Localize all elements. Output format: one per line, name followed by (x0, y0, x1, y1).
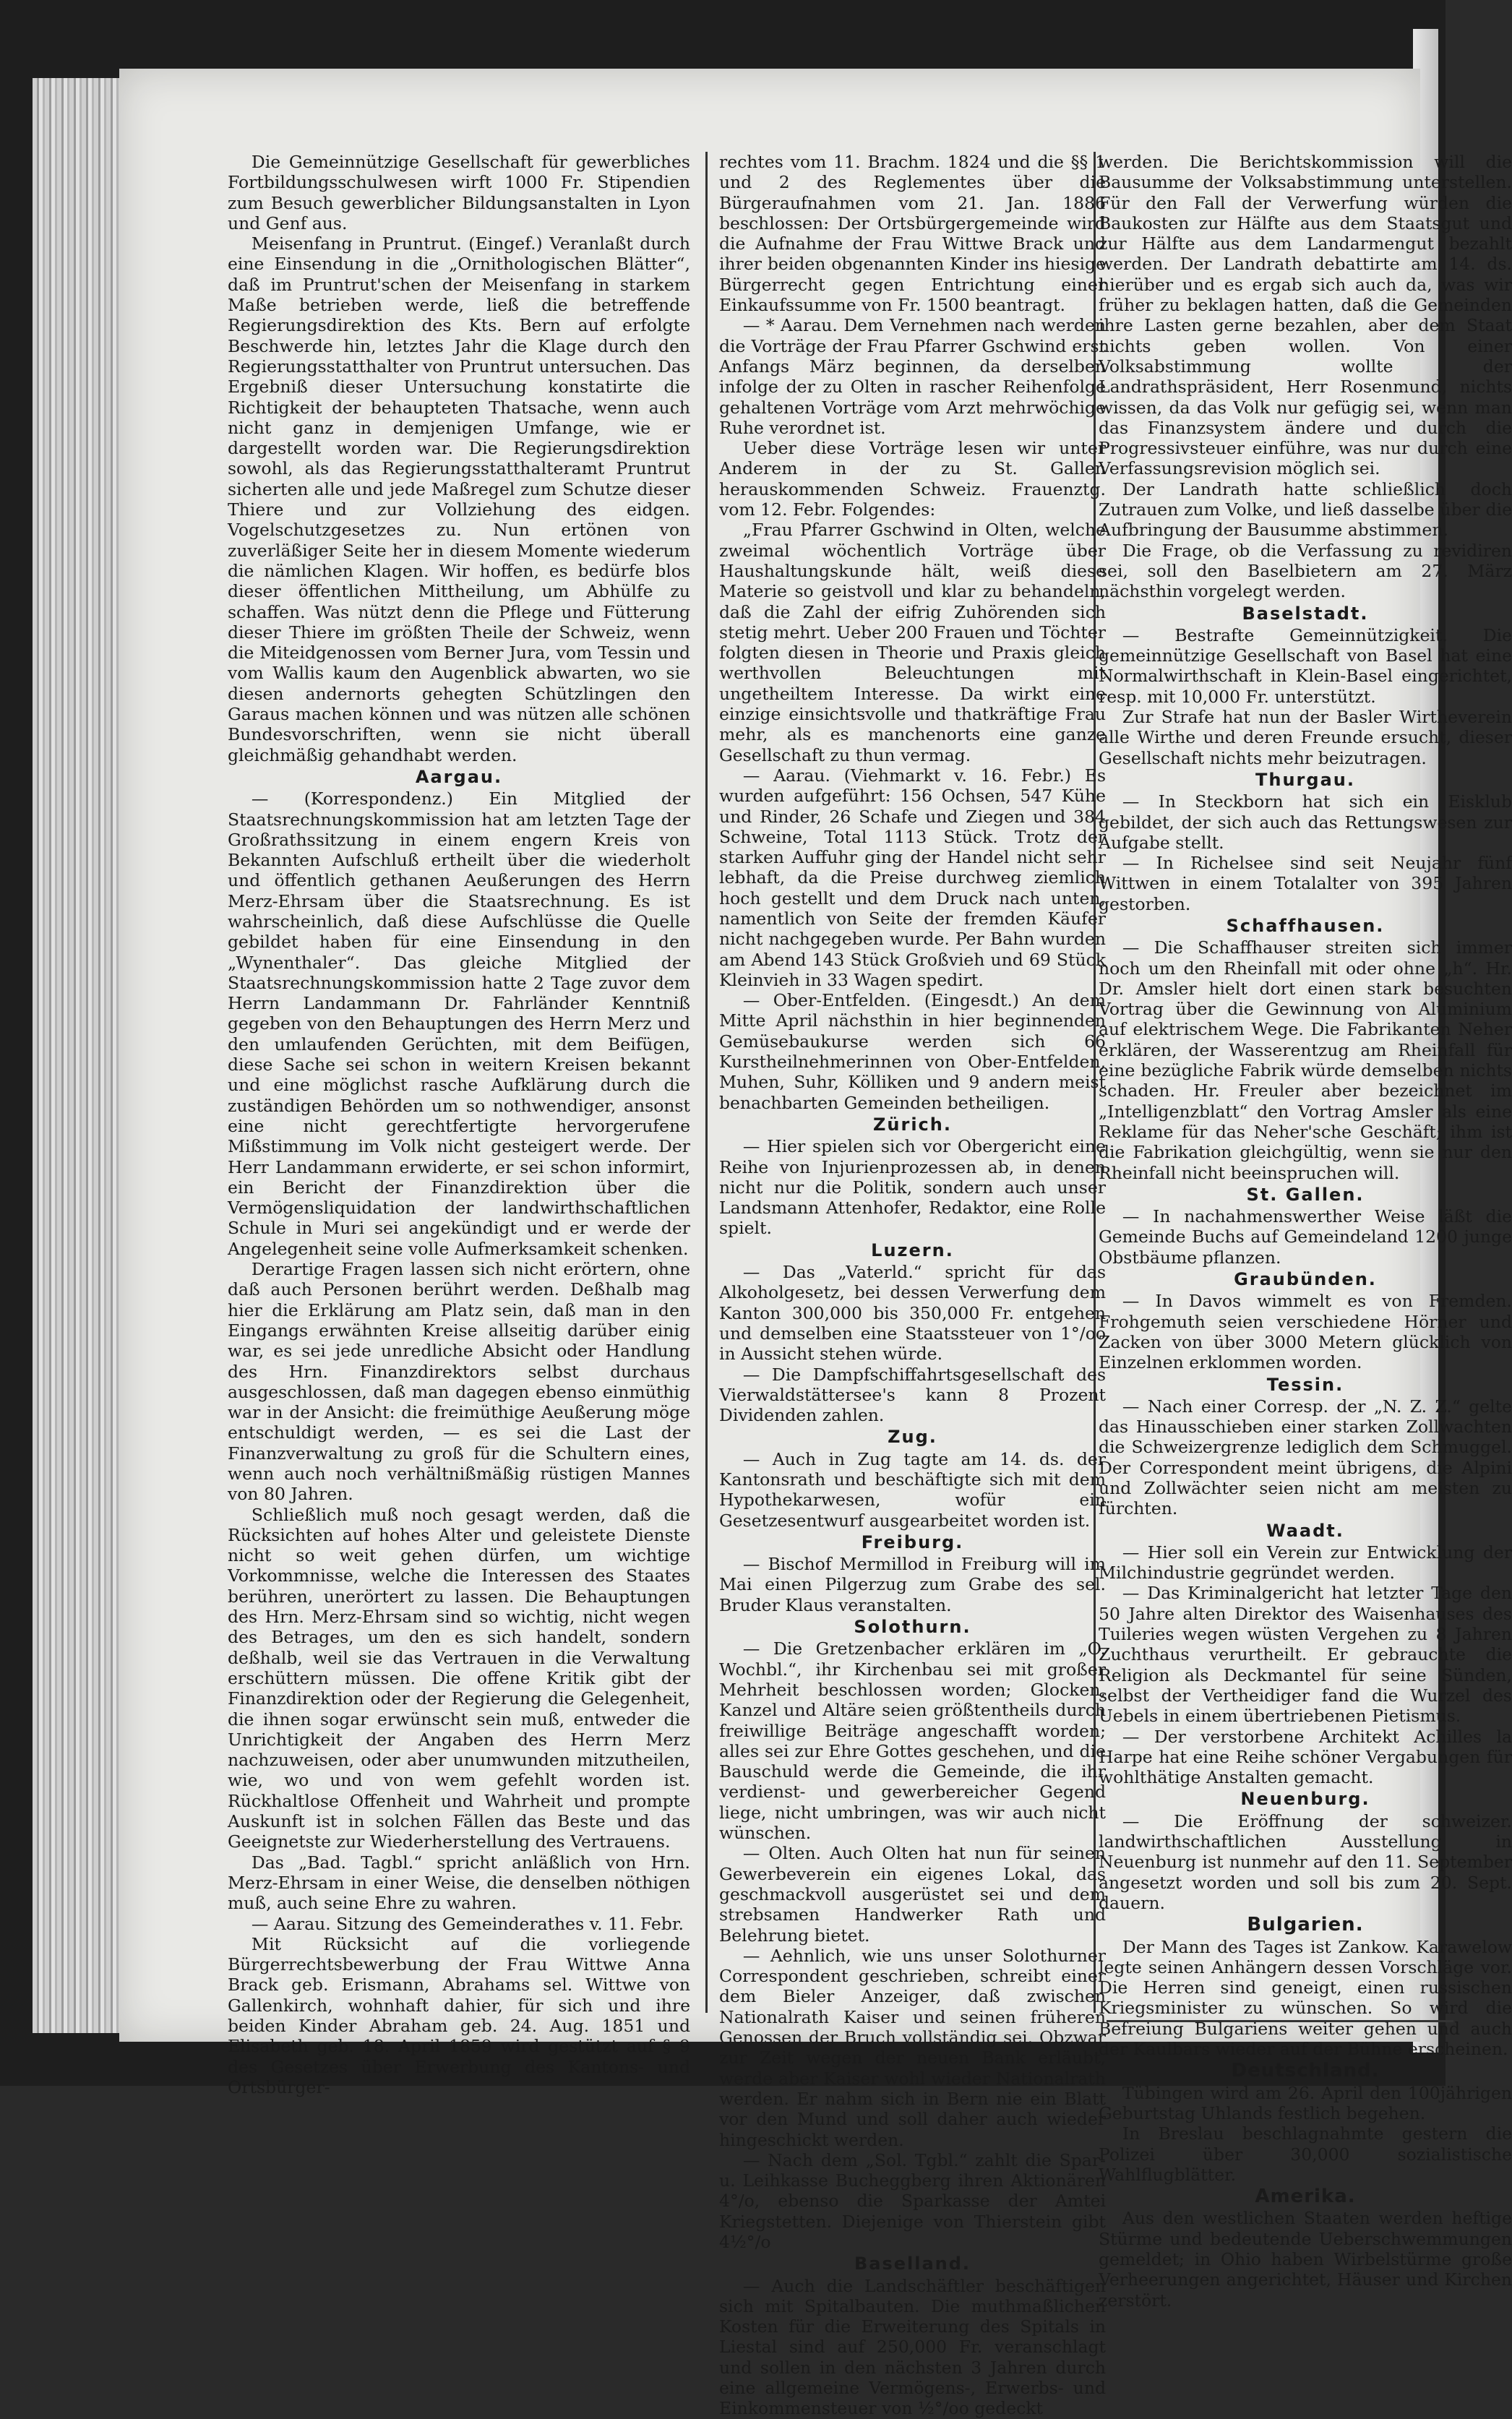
article-paragraph: — Die Schaffhauser streiten sich immer noch um den Rheinfall mit oder ohne „h“. Hr. Dr. Amsler hielt dort einen stark besuchten Vortrag über die Gewinnung von Aluminium auf elektrischem Wege. Die Fabrikanten Neher erklären, der Wasserentzug am Rheinfall für eine bezügliche Fabrik würde demselben nichts schaden. Hr. Freuler aber bezeichnet im „Intelligenzblatt“ den Vortrag Amsler als eine Reklame für das Neher'sche Geschäft; ihm ist die Fabrikation gleichgültig, wenn sie nur den Rheinfall nicht beeinspruchen will. (1099, 937, 1512, 1183)
section-heading-st-gallen: St. Gallen. (1246, 1184, 1365, 1205)
column-2 (719, 152, 1106, 2419)
section-heading-zug: Zug. (888, 1427, 937, 1448)
article-paragraph: Derartige Fragen lassen sich nicht erörtern, ohne daß auch Personen berührt werden. Deßhalb mag hier die Erklärung am Platz sein, daß man in den Eingangs erwähnten Kreise allseitig darüber einig war, es sei jede unredliche Absicht oder Handlung des Hrn. Finanzdirektors selbst durchaus ausgeschlossen, daß man dagegen ebenso einmüthig war in der Ansicht: die freimüthige Aeußerung möge entschuldigt werden, — es sei die Last der Finanzverwaltung zu groß für die Schultern eines, wenn auch noch verhältnißmäßig rüstigen Mannes von 80 Jahren. (228, 1259, 690, 1505)
section-heading-neuenburg: Neuenburg. (1240, 1789, 1370, 1810)
article-paragraph: Ueber diese Vorträge lesen wir unter Anderem in der zu St. Gallen herauskommenden Schweiz. Frauenztg. vom 12. Febr. Folgendes: (719, 438, 1106, 520)
article-gemeinderath: — Aarau. Sitzung des Gemeinderathes v. 11. Febr. (251, 1913, 684, 1934)
article-paragraph: Das „Bad. Tagbl.“ spricht anläßlich von Hrn. Merz-Ehrsam in einer Weise, die denselben nöthigen muß, auch seine Ehre zu wahren. (228, 1852, 690, 1914)
article-paragraph: — Das „Vaterld.“ spricht für das Alkoholgesetz, bei dessen Verwerfung dem Kanton 300,000 bis 350,000 Fr. entgehen und demselben eine Staatssteuer von 1°/oo in Aussicht stehen würde. (719, 1262, 1106, 1365)
article-paragraph: — In Davos wimmelt es von Fremden. Frohgemuth seien verschiedene Hörner und Zacken von über 3000 Metern glücklich von Einzelnen erklommen worden. (1099, 1291, 1512, 1373)
column-3 (1099, 152, 1512, 2311)
section-heading-waadt: Waadt. (1266, 1520, 1344, 1541)
section-heading-baselstadt: Baselstadt. (1242, 603, 1369, 624)
article-paragraph: — Die Gretzenbacher erklären im „O. Wochbl.“, ihr Kirchenbau sei mit großer Mehrheit beschlossen worden; Glocken, Kanzel und Altäre seien größtentheils durch freiwillige Beiträge angeschafft worden; alles sei zur Ehre Gottes geschehen, und die Bauschuld werde die Gemeinde, die ihr verdienst- und gewerbereicher Gegend liege, nicht umbringen, was wir auch nicht wünschen. (719, 1638, 1106, 1844)
section-heading-deutschland: Deutschland. (1231, 2060, 1380, 2082)
article-paragraph: — In Richelsee sind seit Neujahr fünf Wittwen in einem Totalalter von 395 Jahren gestorben. (1099, 853, 1512, 914)
section-heading-amerika: Amerika. (1255, 2186, 1356, 2208)
article-paragraph: In Breslau beschlagnahmte gestern die Polizei über 30,000 sozialistische Wahlflugblätter. (1099, 2123, 1512, 2185)
article-paragraph: Schließlich muß noch gesagt werden, daß die Rücksichten auf hohes Alter und geleistete Dienste nicht so weit gehen dürfen, um wichtige Vorkommnisse, welche die Interessen des Staates berühren, unerörtert zu lassen. Die Behauptungen des Hrn. Merz-Ehrsam sind so wichtig, nicht wegen des Betrages, um den es sich handelt, sondern deßhalb, weil sie das Vertrauen in die Verwaltung erschüttern müssen. Die offene Kritik gibt der Finanzdirektion oder der Regierung die Gelegenheit, die ihnen sogar erwünscht sein muß, entweder die Unrichtigkeit der Angaben des Herrn Merz nachzuweisen, oder aber unumwunden mitzutheilen, wie, wo und von wem gefehlt worden ist. Rückhaltlose Offenheit und Wahrheit und prompte Auskunft ist in solchen Fällen das Beste und das Geeignetste zur Wiederherstellung des Vertrauens. (228, 1504, 690, 1852)
article-paragraph: — Auch in Zug tagte am 14. ds. der Kantonsrath und beschäftigte sich mit dem Hypothekarwesen, wofür ein Gesetzesentwurf ausgearbeitet worden ist. (719, 1448, 1106, 1531)
section-heading-luzern: Luzern. (871, 1239, 954, 1260)
article-paragraph: — Hier spielen sich vor Obergericht eine Reihe von Injurienprozessen ab, in denen nicht nur die Politik, sondern auch unser Landsmann Attenhofer, Redaktor, eine Rolle spielt. (719, 1136, 1106, 1239)
column-rule-1 (705, 152, 708, 2013)
article-stipendien: Die Gemeinnützige Gesellschaft für gewerbliches Fortbildungsschulwesen wirft 1000 Fr. Stipendien zum Besuch gewerblicher Bildungsanstalten in Lyon und Genf aus. (228, 152, 690, 233)
article-paragraph: — Der verstorbene Architekt Achilles la Harpe hat eine Reihe schöner Vergabungen für wohlthätige Anstalten gemacht. (1099, 1726, 1512, 1788)
section-heading-zuerich: Zürich. (873, 1114, 952, 1135)
article-paragraph: — Das Kriminalgericht hat letzter Tage den 50 Jahre alten Direktor des Waisenhauses des Tuileries wegen wüsten Vergehen zu 8 Jahren Zuchthaus verurtheilt. Er gebrauchte die Religion als Deckmantel für seine Sünden, selbst der Vertheidiger fand die Wurzel des Uebels in einem übertriebenen Pietismus. (1099, 1583, 1512, 1727)
article-paragraph: Aus den westlichen Staaten werden heftige Stürme und bedeutende Ueberschwemmungen gemeldet; in Ohio haben Wirbelstürme große Verheerungen angerichtet, Häuser und Kirchen zerstört. (1099, 2208, 1512, 2311)
article-viehmarkt: — Aarau. (Viehmarkt v. 16. Febr.) Es wurden aufgeführt: 156 Ochsen, 547 Kühe und Rinder, 26 Schafe und Ziegen und 384 Schweine, Total 1113 Stück. Trotz der starken Auffuhr ging der Handel nicht sehr lebhaft, da die Preise durchweg ziemlich hoch gestellt und dem Druck nach unten, namentlich von Seite der fremden Käufer nicht nachgegeben wurde. Per Bahn wurden am Abend 143 Stück Großvieh und 69 Stück Kleinvieh in 33 Wagen spedirt. (719, 765, 1106, 990)
article-paragraph: — Aehnlich, wie uns unser Solothurner Correspondent geschrieben, schreibt einer dem Bieler Anzeiger, daß zwischen Nationalrath Kaiser und seinen früheren Genossen der Bruch vollständig sei. Obzwar zur Zeit wegen der neuen Bank erläubt, werde aber Kaiser wohl wieder Nationalrath werden. Er nahm sich in Bern nie ein Blatt vor den Mund und soll daher auch wieder hingeschickt werden. (719, 1945, 1106, 2150)
article-paragraph: — In nachahmenswerther Weise läßt die Gemeinde Buchs auf Gemeindeland 1200 junge Obstbäume pflanzen. (1099, 1206, 1512, 1268)
section-heading-baselland: Baselland. (854, 2253, 971, 2274)
article-paragraph: — Bischof Mermillod in Freiburg will im Mai einen Pilgerzug zum Grabe des sel. Bruder Klaus veranstalten. (719, 1554, 1106, 1615)
section-heading-schaffhausen: Schaffhausen. (1226, 915, 1385, 936)
section-heading-bulgarien: Bulgarien. (1247, 1914, 1364, 1936)
article-paragraph: — Die Dampfschiffahrtsgesellschaft des Vierwaldstättersee's kann 8 Prozent Dividenden zahlen. (719, 1364, 1106, 1426)
article-paragraph: — In Steckborn hat sich ein Eisklub gebildet, der sich auch das Rettungswesen zur Aufgabe stellt. (1099, 791, 1512, 853)
stacked-page-edges (33, 78, 119, 2033)
article-paragraph: rechtes vom 11. Brachm. 1824 und die §§ 1 und 2 des Reglementes über die Bürgeraufnahmen vom 21. Jan. 1886 beschlossen: Der Ortsbürgergemeinde wird die Aufnahme der Frau Wittwe Brack und ihrer beiden obgenannten Kinder ins hiesige Bürgerrecht gegen Entrichtung einer Einkaufssumme von Fr. 1500 beantragt. (719, 152, 1106, 316)
article-paragraph: — Auch die Landschäftler beschäftigen sich mit Spitalbauten. Die muthmaßlichen Kosten für die Erweiterung des Spitals in Liestal sind auf 250,000 Fr. veranschlagt und sollen in den nächsten 3 Jahren durch eine allgemeine Vermögens-, Erwerbs- und Einkommensteuer von ½°/oo gedeckt (719, 2275, 1106, 2419)
article-paragraph: — Nach dem „Sol. Tgbl.“ zahlt die Spar- u. Leihkasse Bucheggberg ihren Aktionären 4°/o, ebenso die Sparkasse der Amtei Kriegstetten. Diejenige von Thierstein gibt 4½°/o (719, 2149, 1106, 2252)
section-heading-aargau: Aargau. (415, 766, 503, 787)
article-aarau-vortraege: — * Aarau. Dem Vernehmen nach werden die Vorträge der Frau Pfarrer Gschwind erst Anfangs März beginnen, da derselben infolge der zu Olten in rascher Reihenfolge gehaltenen Vorträge vom Arzt mehrwöchige Ruhe verordnet ist. (719, 315, 1106, 438)
article-paragraph: — Hier soll ein Verein zur Entwicklung der Milchindustrie gegründet werden. (1099, 1542, 1512, 1584)
article-paragraph: Die Frage, ob die Verfassung zu revidiren sei, soll den Baselbietern am 27. März nächsthin vorgelegt werden. (1099, 540, 1512, 602)
column-1 (228, 152, 690, 2097)
article-paragraph: Tübingen wird am 26. April den 100jährigen Geburtstag Uhlands festlich begehen. (1099, 2082, 1512, 2123)
section-heading-thurgau: Thurgau. (1255, 769, 1355, 790)
article-paragraph: — Bestrafte Gemeinnützigkeit. Die gemeinnützige Gesellschaft von Basel hat eine Normalwirthschaft in Klein-Basel eingerichtet, resp. mit 10,000 Fr. unterstützt. (1099, 624, 1512, 707)
section-heading-freiburg: Freiburg. (861, 1531, 964, 1552)
article-paragraph: — Die Eröffnung der schweizer. landwirthschaftlichen Ausstellung in Neuenburg ist nunmehr auf den 11. September angesetzt worden und soll bis zum 20. Sept. dauern. (1099, 1810, 1512, 1913)
article-paragraph: werden. Die Berichtskommission will die Bausumme der Volksabstimmung unterstellen. Für den Fall der Verwerfung würden die Baukosten zur Hälfte aus dem Staatsgut und zur Hälfte aus dem Landarmengut bezahlt werden. Der Landrath debattirte am 14. ds. hierüber und es ergab sich auch da, was wir früher zu beklagen hatten, daß die Gemeinden ihre Lasten gerne bezahlen, aber dem Staat nichts geben wollen. Von einer Volksabstimmung wollte der Landrathspräsident, Herr Rosenmund, nichts wissen, da das Volk nur gefügig sei, wenn man das Finanzsystem ändere und durch die Progressivsteuer einführe, was nur durch eine Verfassungsrevision möglich sei. (1099, 152, 1512, 479)
section-heading-solothurn: Solothurn. (854, 1617, 971, 1638)
article-paragraph: Der Mann des Tages ist Zankow. Karawelow legte seinen Anhängern dessen Vorschläge vor. Die Herren sind geneigt, einen russischen Kriegsminister zu wünschen. So wird die Befreiung Bulgariens weiter gehen und auch der Kaulbars wieder auf der Bühne erscheinen. (1099, 1936, 1512, 2060)
article-paragraph: Mit Rücksicht auf die vorliegende Bürgerrechtsbewerbung der Frau Wittwe Anna Brack geb. Erismann, Abrahams sel. Wittwe von Gallenkirch, wohnhaft dahier, für sich und ihre beiden Kinder Abraham geb. 24. Aug. 1851 und Elisabeth geb. 18. April 1859 wird gestützt auf § 9 des Gesetzes über Erwerbung des Kantons- und Ortsbürger- (228, 1933, 690, 2097)
article-quote: „Frau Pfarrer Gschwind in Olten, welche zweimal wöchentlich Vorträge über Haushaltungskunde hält, weiß diese Materie so geistvoll und klar zu behandeln, daß die Zahl der eifrig Zuhörenden sich stetig mehrt. Ueber 200 Frauen und Töchter folgten diesen in Theorie und Praxis gleich werthvollen Beleuchtungen mit ungetheiltem Interesse. Da wirkt eine einzige einsichtsvolle und thatkräftige Frau mehr, als es manchenorts eine ganze Gesellschaft zu thun vermag. (719, 520, 1106, 765)
article-paragraph: — Nach einer Corresp. der „N. Z. Z.“ gelte das Hinausschieben einer starken Zollwachten die Schweizergrenze lediglich dem Schmuggel. Der Correspondent meint übrigens, die Alpini und Zollwächter seien nicht am meisten zu fürchten. (1099, 1396, 1512, 1519)
newspaper-page (119, 69, 1512, 2419)
section-heading-graubuenden: Graubünden. (1234, 1269, 1377, 1290)
article-paragraph: Der Landrath hatte schließlich doch Zutrauen zum Volke, und ließ dasselbe über die Aufbringung der Bausumme abstimmen. (1099, 478, 1512, 541)
article-meisenfang: Meisenfang in Pruntrut. (Eingef.) Veranlaßt durch eine Einsendung in die „Ornithologischen Blätter“, daß im Pruntrut'schen der Meisenfang in starkem Maße betrieben werde, ließ die betreffende Regierungsdirektion des Kts. Bern auf erfolgte Beschwerde hin, letztes Jahr die Klage durch den Regierungsstatthalter von Pruntrut untersuchen. Das Ergebniß dieser Untersuchung konstatirte die Richtigkeit der behaupteten Thatsache, wenn auch nicht ganz in demjenigen Umfange, wie er dargestellt worden war. Die Regierungsdirektion sowohl, als das Regierungsstatthalteramt Pruntrut sicherten alle und jede Maßregel zum Schutze dieser Thiere und zur Vollziehung des eidgen. Vogelschutzgesetzes zu. Nun ertönen von zuverläßiger Seite her in diesem Momente wiederum die nämlichen Klagen. Wir hoffen, es bedürfe blos dieser öffentlichen Mittheilung, um Abhülfe zu schaffen. Was nützt denn die Pflege und Fütterung dieser Thiere im größten Theile der Schweiz, wenn die Miteidgenossen vom Berner Jura, vom Tessin und vom Wallis kaum den Augenblick abwarten, wo sie diesen andernorts gehegten Schützlingen den Garaus machen können und was nützen alle schönen Bundesvorschriften, wenn sie nicht überall gleichmäßig gehandhabt werden. (228, 233, 690, 765)
article-paragraph: — Olten. Auch Olten hat nun für seinen Gewerbeverein ein eigenes Lokal, das geschmackvoll ausgerüstet sei und dem strebsamen Handwerker Rath und Belehrung bietet. (719, 1843, 1106, 1946)
article-korrespondenz: — (Korrespondenz.) Ein Mitglied der Staatsrechnungskommission hat am letzten Tage der Großrathssitzung in einem engern Kreis von Bekannten Aufschluß ertheilt über die wiederholt und öffentlich gethanen Aeußerungen des Herrn Merz-Ehrsam über die Staatsrechnung. Es ist wahrscheinlich, daß diese Aufschlüsse die Quelle gebildet haben für eine Einsendung in den „Wynenthaler“. Das gleiche Mitglied der Staatsrechnungskommission hatte 2 Tage zuvor dem Herrn Landammann Dr. Fahrländer Kenntniß gegeben von den Behauptungen des Herrn Merz und den umlaufenden Gerüchten, mit dem Beifügen, diese Sache sei schon in weitern Kreisen bekannt und eine möglichst rasche Aufklärung durch die zuständigen Behörden um so nothwendiger, ansonst eine nicht gerechtfertigte hervorgerufene Mißstimmung im Volk nicht gesteigert werde. Der Herr Landammann erwiderte, er sei schon informirt, ein Bericht der Finanzdirektion über die Vermögensliquidation der landwirthschaftlichen Schule in Muri sei angekündigt und er werde der Angelegenheit seine volle Aufmerksamkeit schenken. (228, 789, 690, 1259)
article-ober-entfelden: — Ober-Entfelden. (Eingesdt.) An dem Mitte April nächsthin in hier beginnenden Gemüsebaukurse werden sich 66 Kurstheilnehmerinnen von Ober-Entfelden, Muhen, Suhr, Kölliken und 9 andern meist benachbarten Gemeinden betheiligen. (719, 990, 1106, 1113)
section-heading-tessin: Tessin. (1266, 1374, 1344, 1395)
article-paragraph: Zur Strafe hat nun der Basler Wirtheverein alle Wirthe und deren Freunde ersucht, dieser Gesellschaft nichts mehr beizutragen. (1099, 707, 1512, 768)
